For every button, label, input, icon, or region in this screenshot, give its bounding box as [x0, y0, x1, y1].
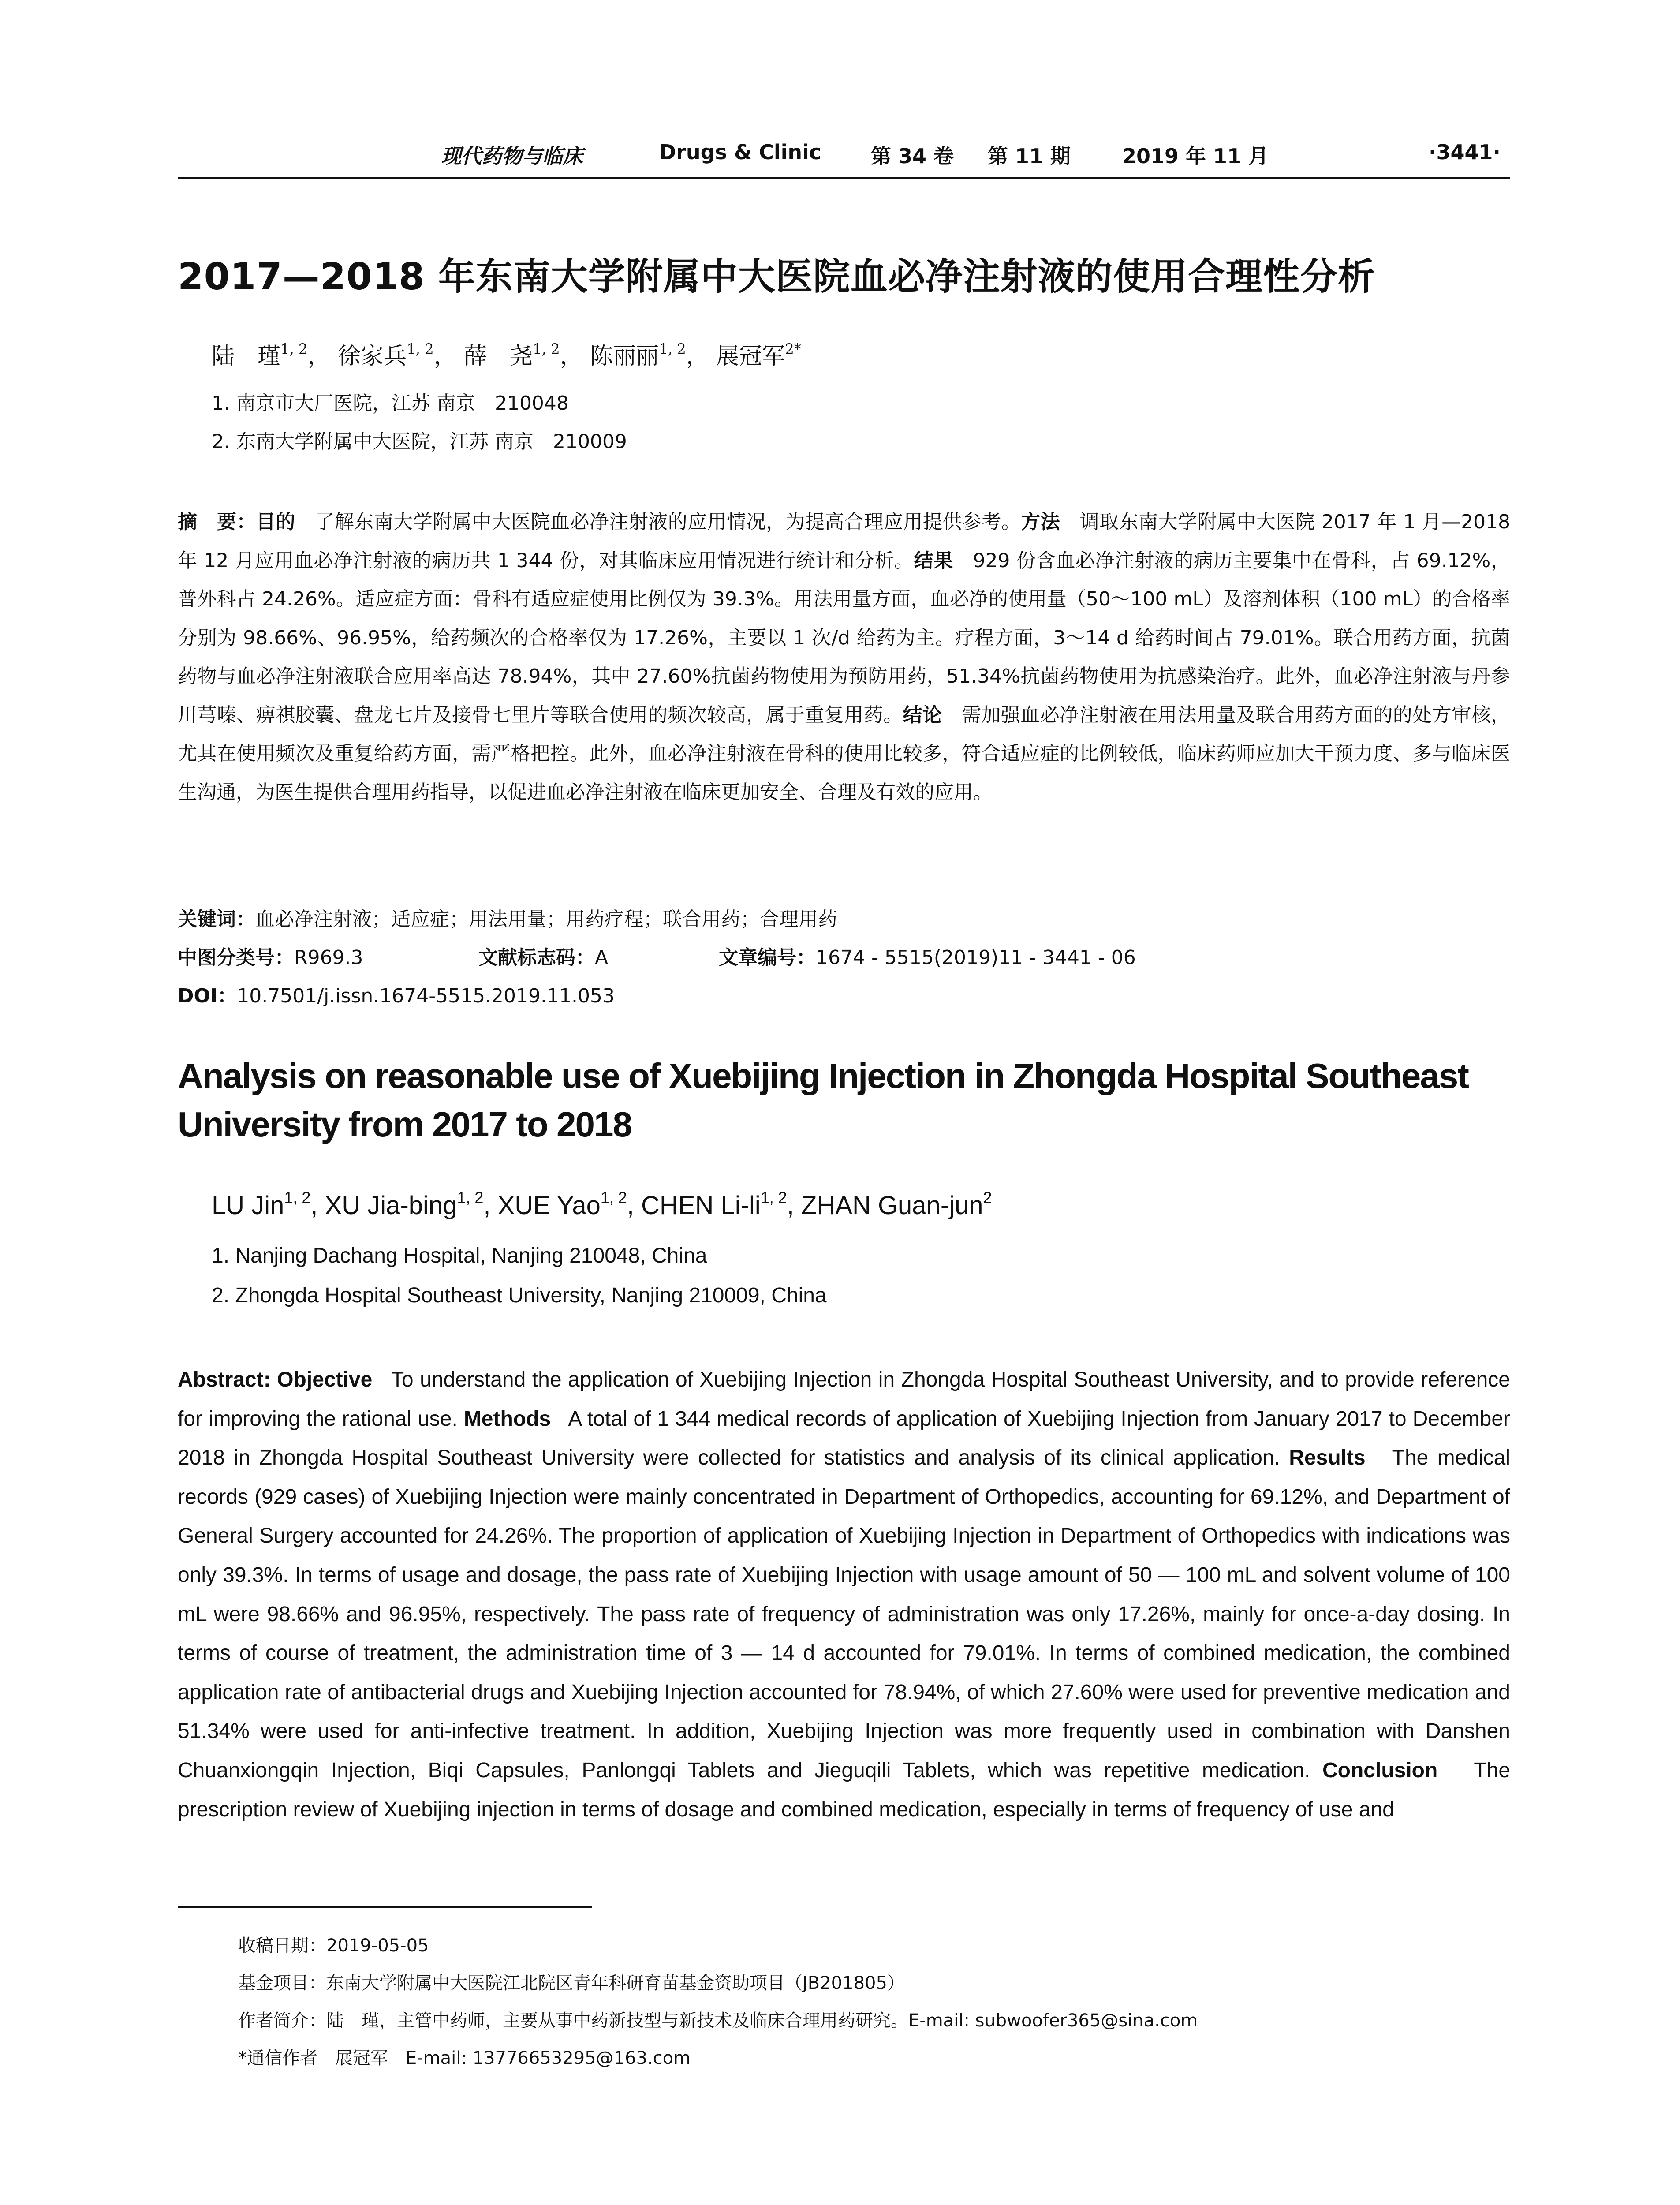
- doi-value: 10.7501/j.issn.1674-5515.2019.11.053: [237, 985, 615, 1007]
- author-affiliation-sup: 1, 2: [407, 340, 434, 358]
- chinese-abstract: [178, 503, 1510, 811]
- doi: [178, 980, 615, 1008]
- author-affiliation-sup: 1, 2: [280, 340, 308, 358]
- received-date: [238, 1932, 429, 1957]
- methods-text: A total of 1 344 medical records of application of Xuebijing Injection from January 2017 to December 2018 in Zhongda Hospital Southeast University were collected for statistics and analysis of its clinical application.: [178, 1407, 1510, 1470]
- doc-code-label: 文献标志码：: [478, 946, 595, 969]
- author-name: 徐家兵: [338, 343, 407, 370]
- methods-label: Methods: [463, 1407, 551, 1431]
- abstract-label: 摘 要：: [178, 511, 256, 533]
- fund-label: 基金项目：: [238, 1973, 326, 1993]
- author-name: CHEN Li-li: [641, 1191, 761, 1220]
- author-affiliation-sup: 2: [983, 1188, 992, 1207]
- corresponding-author: [238, 2044, 691, 2069]
- english-affiliation-1: 1. Nanjing Dachang Hospital, Nanjing 210048, China: [212, 1244, 707, 1267]
- article-no-value: 1674 - 5515(2019)11 - 3441 - 06: [816, 946, 1136, 969]
- methods-label: 方法: [1021, 511, 1060, 533]
- clc-value: R969.3: [294, 946, 363, 969]
- author-affiliation-sup: 2*: [785, 340, 801, 358]
- fund-project: [238, 1969, 905, 1994]
- author-name: 陆 瑾: [212, 343, 281, 370]
- affiliation-1: 1. 南京市大厂医院，江苏 南京 210048: [212, 392, 569, 415]
- author-name: 陈丽丽: [590, 343, 659, 370]
- author-affiliation-sup: 1, 2: [533, 340, 560, 358]
- issue: 第 11 期: [988, 144, 1071, 168]
- english-abstract: [178, 1360, 1510, 1829]
- author-name: XU Jia-bing: [325, 1191, 457, 1220]
- author-affiliation-sup: 1, 2: [659, 340, 686, 358]
- chinese-authors: 陆 瑾$^{1, 2}$， 徐家兵$^{1, 2}$， 薛 尧$^{1, 2}$， 陈丽丽$^{1, 2}$， 展冠军$^{2*}$: [212, 340, 801, 370]
- objective-label: Objective: [277, 1368, 373, 1391]
- journal-name-cn: 现代药物与临床: [441, 144, 583, 168]
- author-bio: [238, 2007, 1198, 2032]
- results-label: 结果: [914, 549, 953, 572]
- keywords-text: 血必净注射液；适应症；用法用量；用药疗程；联合用药；合理用药: [255, 908, 837, 931]
- conclusion-label: Conclusion: [1322, 1758, 1438, 1782]
- english-title: Analysis on reasonable use of Xuebijing Injection in Zhongda Hospital Southeast University from 2017 to 2018: [178, 1056, 1468, 1144]
- author-bio-value: 陆 瑾，主管中药师，主要从事中药新技型与新技术及临床合理用药研究。E-mail: subwoofer365@sina.com: [326, 2011, 1198, 2031]
- document-code: [478, 942, 608, 970]
- keywords: [178, 903, 837, 931]
- conclusion-text: 需加强血必净注射液在用法用量及联合用药方面的的处方审核，尤其在使用频次及重复给药方面，需严格把控。此外，血必净注射液在骨科的使用比较多，符合适应症的比例较低，临床药师应加大干预力度、多与临床医生沟通，为医生提供合理用药指导，以促进血必净注射液在临床更加安全、合理及有效的应用。: [178, 703, 1511, 804]
- author-affiliation-sup: 1, 2: [760, 1188, 787, 1207]
- results-label: Results: [1289, 1446, 1366, 1470]
- author-affiliation-sup: 1, 2: [457, 1188, 484, 1207]
- english-affiliation-2: 2. Zhongda Hospital Southeast University, Nanjing 210009, China: [212, 1284, 827, 1307]
- corr-label: *通信作者: [238, 2048, 317, 2068]
- keywords-label: 关键词：: [178, 908, 255, 931]
- author-name: XUE Yao: [497, 1191, 601, 1220]
- footnote-rule: [178, 1906, 592, 1908]
- fund-value: 东南大学附属中大医院江北院区青年科研育苗基金资助项目（JB201805）: [326, 1973, 905, 1993]
- volume: 第 34 卷: [871, 144, 954, 168]
- conclusion-label: 结论: [903, 703, 942, 726]
- received-label: 收稿日期：: [238, 1936, 326, 1956]
- author-name: 展冠军: [716, 343, 785, 370]
- english-authors: LU Jin$^{1, 2}$, XU Jia-bing$^{1, 2}$, XUE Yao$^{1, 2}$, CHEN Li-li$^{1, 2}$, ZHAN Guan-jun$^2$: [212, 1188, 992, 1220]
- received-value: 2019-05-05: [326, 1936, 429, 1956]
- author-affiliation-sup: 1, 2: [600, 1188, 627, 1207]
- header-rule: [178, 177, 1510, 179]
- doc-code-value: A: [595, 946, 609, 969]
- objective-text: To understand the application of Xuebijing Injection in Zhongda Hospital Southeast University, and to provide reference for improving the rational use.: [178, 1368, 1510, 1431]
- journal-name-en: Drugs & Clinic: [659, 140, 821, 164]
- chinese-title: 2017—2018 年东南大学附属中大医院血必净注射液的使用合理性分析: [178, 255, 1375, 298]
- methods-text: 调取东南大学附属中大医院 2017 年 1 月—2018 年 12 月应用血必净注射液的病历共 1 344 份，对其临床应用情况进行统计和分析。: [178, 511, 1511, 572]
- abstract-label: Abstract:: [178, 1368, 271, 1391]
- article-number: [719, 942, 1136, 970]
- author-name: LU Jin: [212, 1191, 284, 1220]
- page-number: ·3441·: [1429, 140, 1501, 164]
- author-name: ZHAN Guan-jun: [801, 1191, 983, 1220]
- objective-label: 目的: [256, 511, 295, 533]
- results-text: 929 份含血必净注射液的病历主要集中在骨科，占 69.12%，普外科占 24.26%。适应症方面：骨科有适应症使用比例仅为 39.3%。用法用量方面，血必净的使用量（50～100 mL）及溶剂体积（100 mL）的合格率分别为 98.66%、96.95%，给药频次的合格率仅为 17.26%，主要以 1 次/d 给药为主。疗程方面，3～14 d 给药时间占 79.01%。联合用药方面，抗菌药物与血必净注射液联合应用率高达 78.94%，其中 27.60%抗菌药物使用为预防用药，51.34%抗菌药物使用为抗感染治疗。此外，血必净注射液与丹参川芎嗪、痹祺胶囊、盘龙七片及接骨七里片等联合使用的频次较高，属于重复用药。: [178, 549, 1510, 726]
- affiliation-2: 2. 东南大学附属中大医院，江苏 南京 210009: [212, 430, 627, 453]
- author-name: 薛 尧: [464, 343, 533, 370]
- author-bio-label: 作者简介：: [238, 2011, 326, 2031]
- clc-number: [178, 942, 363, 970]
- author-affiliation-sup: 1, 2: [284, 1188, 311, 1207]
- clc-label: 中图分类号：: [178, 946, 294, 969]
- article-no-label: 文章编号：: [719, 946, 816, 969]
- issue-date: 2019 年 11 月: [1122, 144, 1269, 168]
- conclusion-text: The prescription review of Xuebijing injection in terms of dosage and combined medication, especially in terms of frequency of use and: [178, 1758, 1511, 1821]
- objective-text: 了解东南大学附属中大医院血必净注射液的应用情况，为提高合理应用提供参考。: [315, 511, 1021, 533]
- results-text: The medical records (929 cases) of Xuebijing Injection were mainly concentrated in Department of Orthopedics, accounting for 69.12%, and Department of General Surgery accounted for 24.26%. The proportion of application of Xuebijing Injection in Department of Orthopedics with indications was only 39.3%. In terms of usage and dosage, the pass rate of Xuebijing Injection with usage amount of 50 — 100 mL and solvent volume of 100 mL were 98.66% and 96.95%, respectively. The pass rate of frequency of administration was only 17.26%, mainly for once-a-day dosing. In terms of course of treatment, the administration time of 3 — 14 d accounted for 79.01%. In terms of combined medication, the combined application rate of antibacterial drugs and Xuebijing Injection accounted for 78.94%, of which 27.60% were used for preventive medication and 51.34% were used for anti-infective treatment. In addition, Xuebijing Injection was more frequently used in combination with Danshen Chuanxiongqin Injection, Biqi Capsules, Panlongqi Tablets and Jieguqili Tablets, which was repetitive medication.: [178, 1446, 1511, 1782]
- corr-value: 展冠军 E-mail: 13776653295@163.com: [335, 2048, 691, 2068]
- doi-label: DOI：: [178, 985, 237, 1007]
